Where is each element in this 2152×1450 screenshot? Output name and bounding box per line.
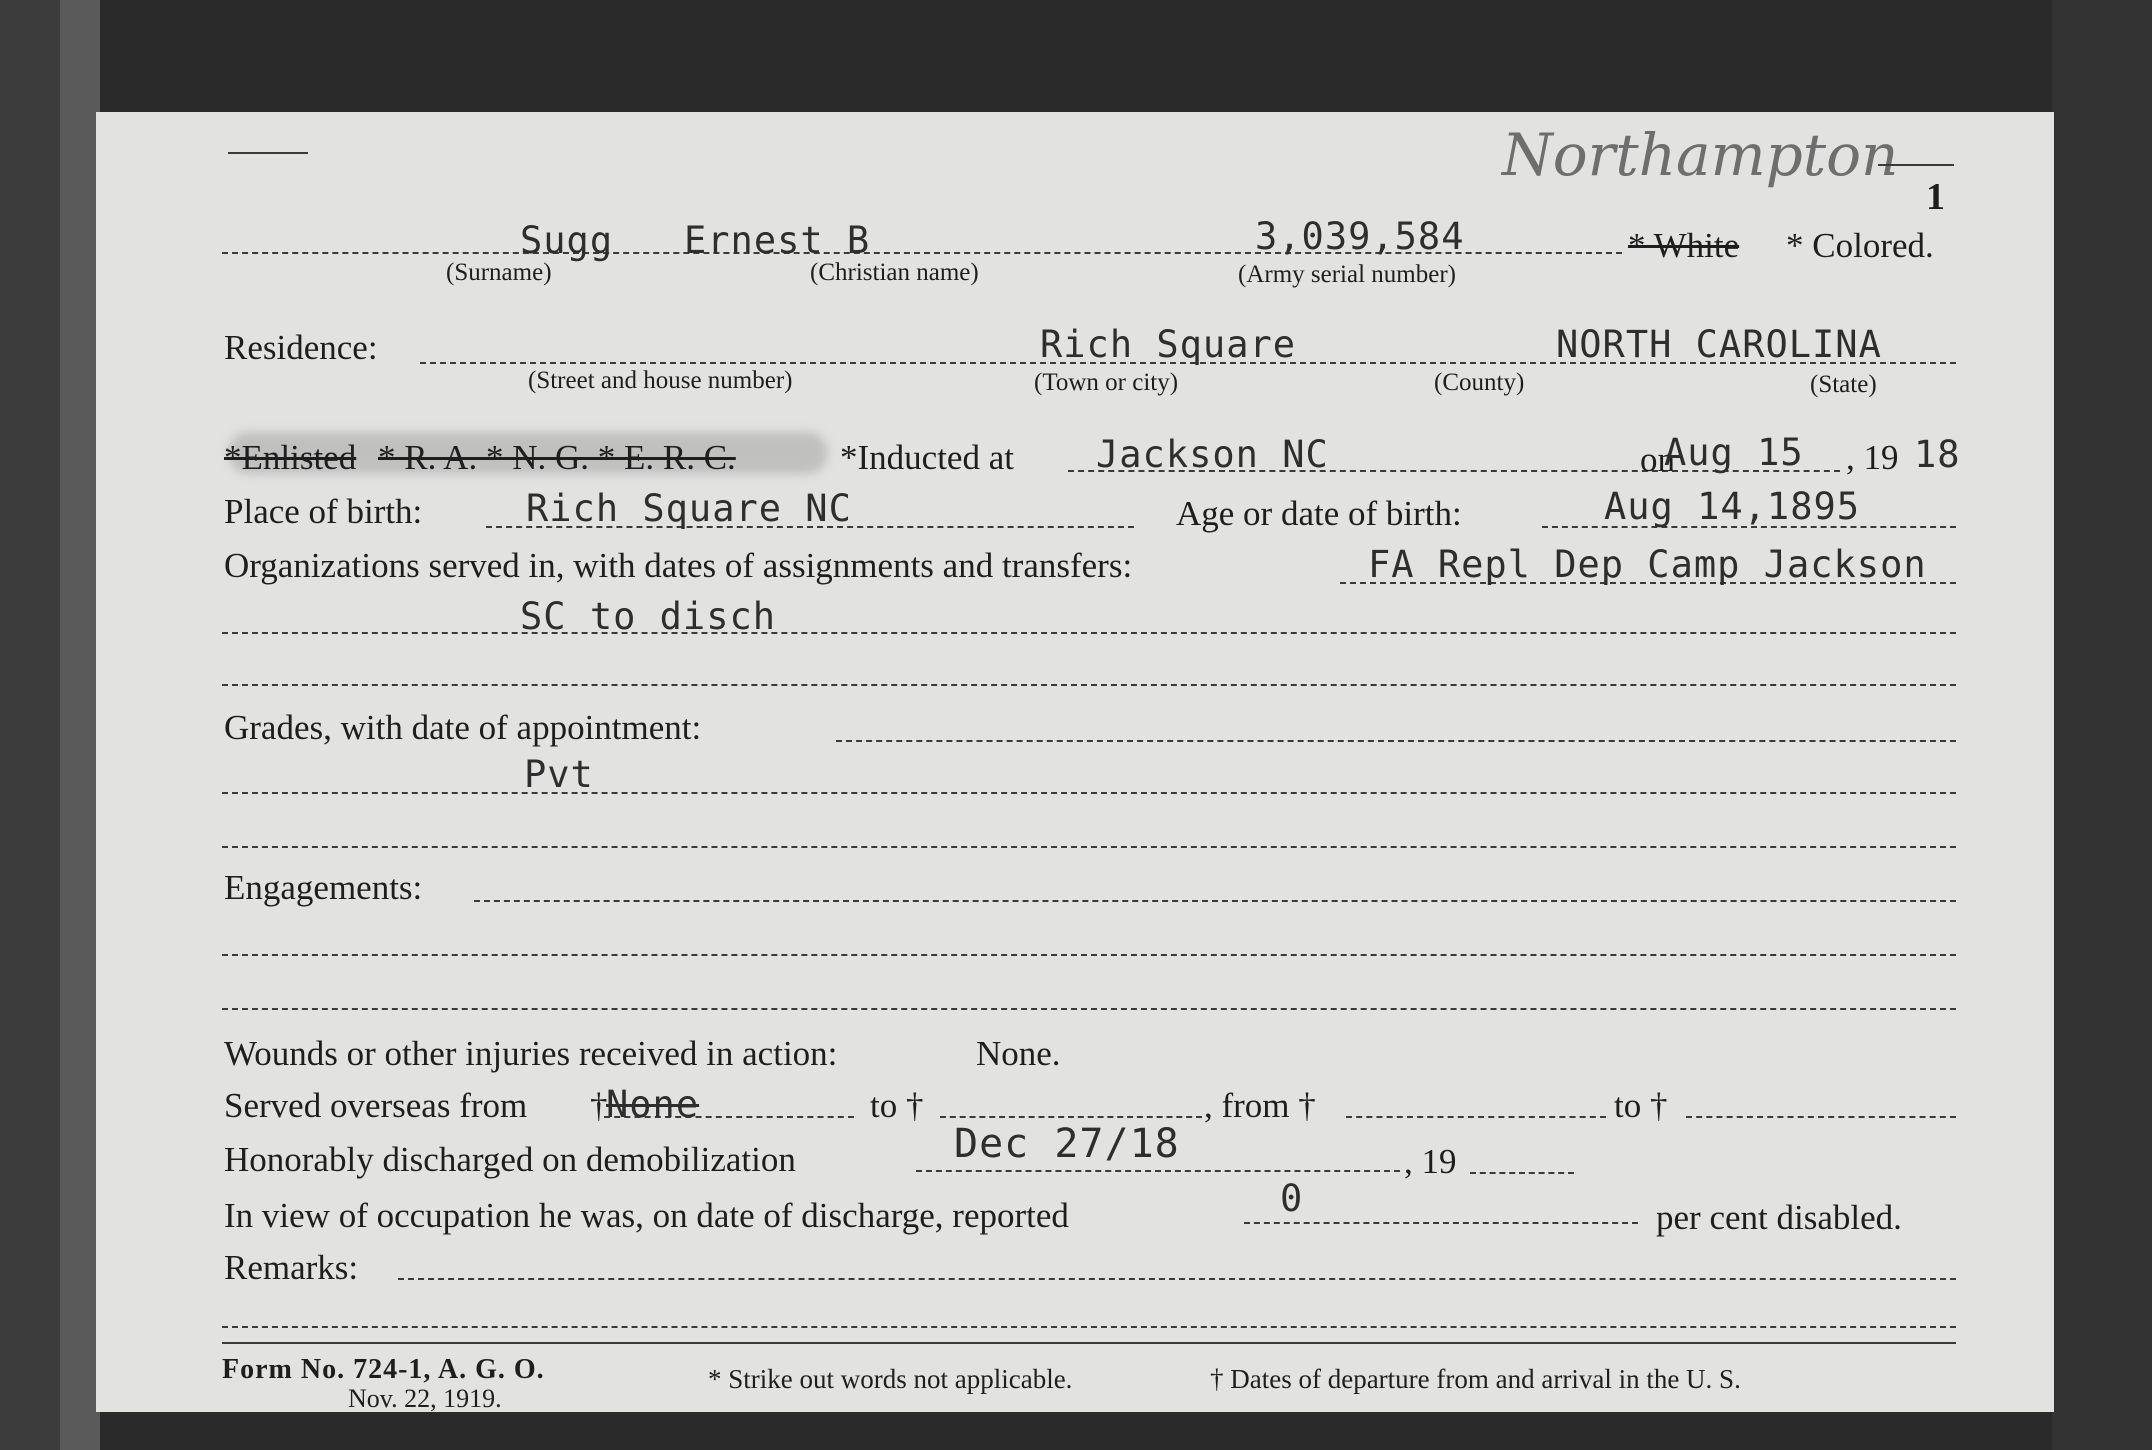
grades-label: Grades, with date of appointment: [224, 708, 702, 747]
corner-number-rule [1878, 164, 1954, 166]
remarks-line-3 [222, 1342, 1956, 1344]
race-colored-option: * Colored. [1786, 226, 1934, 265]
christian-name-value: Ernest B [684, 219, 871, 262]
discharge-year-line [1470, 1172, 1574, 1174]
remarks-line-2 [222, 1326, 1956, 1328]
engagements-line-3 [222, 1008, 1956, 1010]
card-number: 1 [1926, 176, 1945, 218]
town-caption: (Town or city) [1034, 369, 1179, 396]
residence-label: Residence: [224, 328, 378, 367]
organizations-line-2 [222, 632, 1956, 634]
birth-date-value: Aug 14,1895 [1604, 485, 1861, 528]
overseas-from-value: None [606, 1083, 700, 1126]
disability-line [1244, 1222, 1638, 1224]
induction-year-value: 18 [1914, 433, 1961, 476]
form-number: Form No. 724-1, A. G. O. [222, 1354, 545, 1385]
organizations-label: Organizations served in, with dates of assignments and transfers: [224, 546, 1133, 585]
engagements-line-1 [474, 900, 1956, 902]
residence-state-value: NORTH CAROLINA [1556, 323, 1882, 366]
scan-background-right [2052, 0, 2152, 1450]
disability-label: In view of occupation he was, on date of discharge, reported [224, 1196, 1069, 1235]
surname-caption: (Surname) [446, 259, 552, 286]
discharge-label: Honorably discharged on demobilization [224, 1140, 796, 1179]
corner-rule [228, 152, 308, 154]
overseas-from-label-2: , from † [1204, 1086, 1316, 1125]
disability-suffix: per cent disabled. [1656, 1198, 1902, 1237]
grades-line-1 [836, 740, 1956, 742]
inducted-label: *Inducted at [840, 438, 1014, 477]
serial-number-value: 3,039,584 [1255, 215, 1465, 258]
serial-number-caption: (Army serial number) [1238, 261, 1456, 288]
overseas-from-line-2 [1346, 1116, 1606, 1118]
scan-background-edge [60, 0, 100, 1450]
organizations-value-2: SC to disch [520, 595, 777, 638]
dagger-note: † Dates of departure from and arrival in the U. S. [1210, 1364, 1741, 1394]
induction-date-value: Aug 15 [1664, 431, 1804, 474]
form-date: Nov. 22, 1919. [348, 1384, 502, 1413]
organizations-line-3 [222, 684, 1956, 686]
inducted-place-value: Jackson NC [1096, 433, 1329, 476]
enlistment-type-options: * R. A. * N. G. * E. R. C. [378, 438, 736, 477]
strike-out-note: * Strike out words not applicable. [708, 1364, 1073, 1394]
overseas-to-label: to † [870, 1086, 924, 1125]
residence-town-value: Rich Square [1040, 323, 1297, 366]
wounds-value: None. [976, 1034, 1061, 1073]
overseas-to-line-2 [1686, 1116, 1956, 1118]
disability-value: 0 [1280, 1177, 1304, 1220]
county-pencil-note: Northampton [1502, 121, 1899, 189]
discharge-year-suffix: , 19 [1404, 1142, 1457, 1181]
birth-place-label: Place of birth: [224, 492, 423, 531]
state-caption: (State) [1810, 371, 1877, 398]
discharge-date-value: Dec 27/18 [954, 1121, 1180, 1167]
overseas-dagger: † [590, 1086, 608, 1125]
street-caption: (Street and house number) [528, 367, 793, 394]
overseas-to-label-2: to † [1614, 1086, 1668, 1125]
enlisted-option: *Enlisted [224, 438, 357, 477]
birth-date-label: Age or date of birth: [1176, 494, 1462, 533]
overseas-to-line [940, 1116, 1202, 1118]
grades-line-2 [222, 792, 1956, 794]
discharge-line [916, 1170, 1400, 1172]
engagements-line-2 [222, 954, 1956, 956]
remarks-line-1 [398, 1278, 1956, 1280]
organizations-value-1: FA Repl Dep Camp Jackson [1368, 543, 1927, 586]
remarks-label: Remarks: [224, 1248, 359, 1287]
engagements-label: Engagements: [224, 868, 423, 907]
county-caption: (County) [1434, 369, 1525, 396]
overseas-label: Served overseas from [224, 1086, 528, 1125]
christian-name-caption: (Christian name) [810, 259, 979, 286]
race-white-option: * White [1628, 226, 1740, 265]
induction-year-prefix: , 19 [1846, 438, 1899, 477]
birth-place-value: Rich Square NC [526, 487, 852, 530]
grades-line-3 [222, 846, 1956, 848]
on-label: on [1640, 440, 1675, 479]
grade-value: Pvt [524, 753, 594, 796]
surname-value: Sugg [520, 219, 614, 262]
wounds-label: Wounds or other injuries received in action: [224, 1034, 838, 1073]
